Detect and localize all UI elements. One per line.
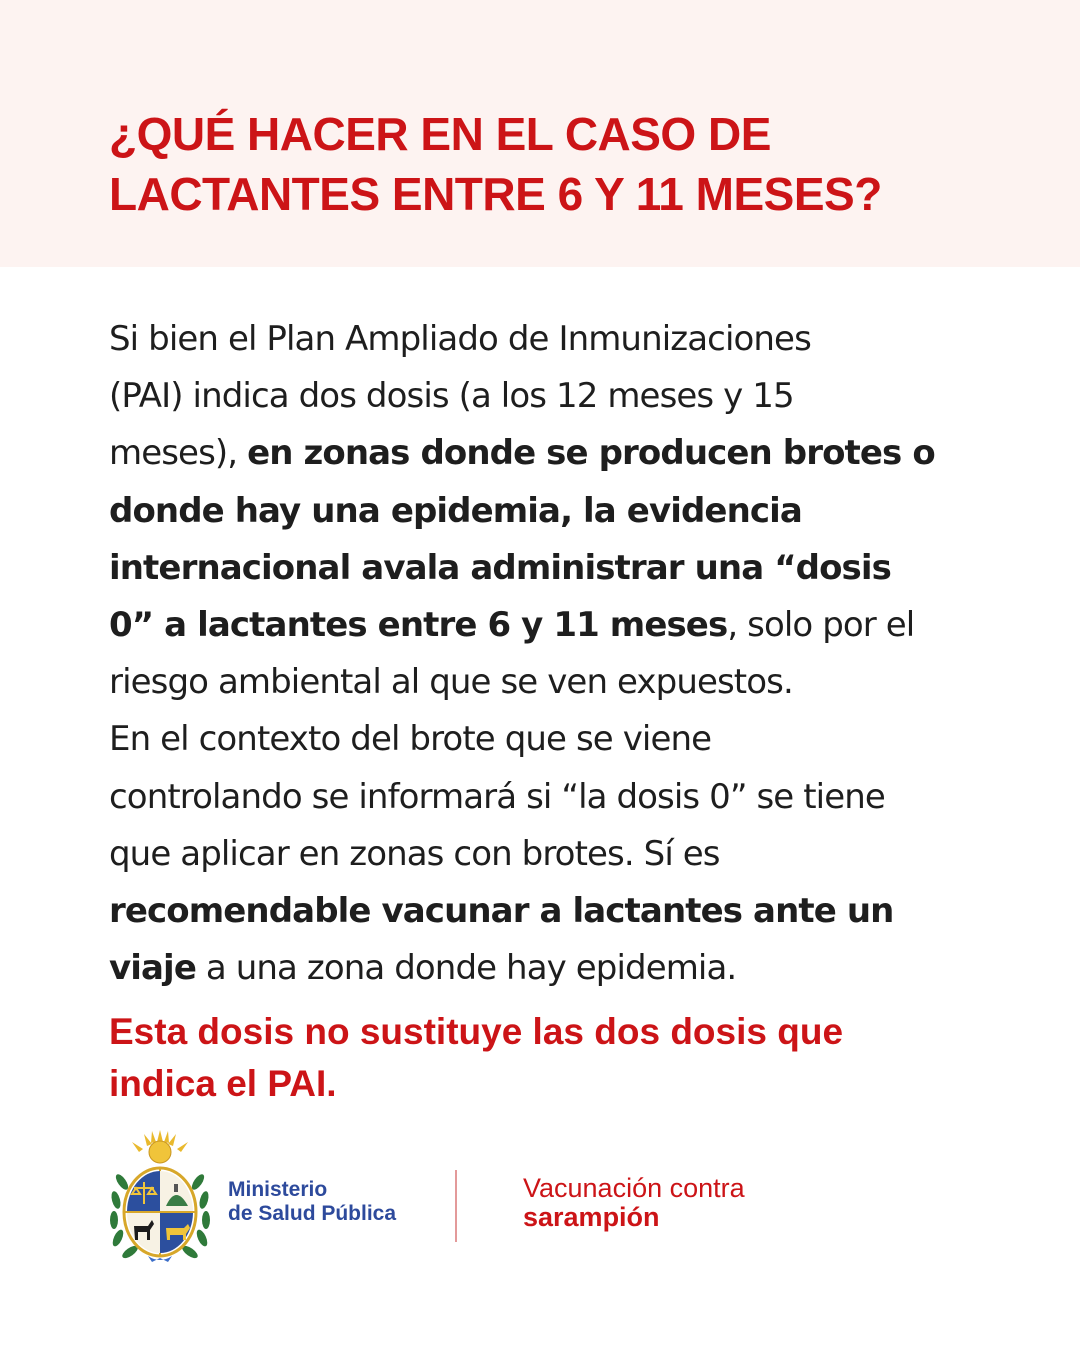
- campaign-line-2: sarampión: [523, 1202, 660, 1232]
- body-line-12: [109, 940, 999, 997]
- body-line-7: riesgo ambiental al que se ven expuestos.: [109, 662, 793, 703]
- body-line-12-bold: viaje: [109, 948, 196, 989]
- body-line-1: Si bien el Plan Ampliado de Inmunizaciones: [109, 319, 811, 359]
- ministry-line-1: Ministerio: [228, 1178, 328, 1201]
- body-line-6-bold: 0” a lactantes entre 6 y 11 meses: [109, 605, 728, 646]
- body-line-4-bold: donde hay una epidemia, la evidencia: [109, 490, 802, 531]
- body-line-4: [109, 483, 999, 540]
- uruguay-coat-of-arms-icon: [108, 1130, 212, 1264]
- page-title: [109, 104, 1009, 224]
- body-line-3-normal: meses),: [109, 433, 248, 474]
- warning-note: [109, 1006, 1009, 1110]
- footer-divider: [455, 1170, 457, 1242]
- warning-line-1: Esta dosis no sustituye las dos dosis que: [109, 1011, 844, 1052]
- body-line-9: controlando se informará si “la dosis 0” se tiene: [109, 776, 885, 817]
- body-line-11-bold: recomendable vacunar a lactantes ante un: [109, 891, 894, 932]
- body-line-5: [109, 540, 999, 597]
- body-line-5-bold: internacional avala administrar una “dosis: [109, 547, 891, 588]
- title-line-2: LACTANTES ENTRE 6 Y 11 MESES?: [109, 168, 882, 220]
- body-line-8: En el contexto del brote que se viene: [109, 719, 712, 760]
- warning-line-2: indica el PAI.: [109, 1063, 337, 1104]
- body-line-10: que aplicar en zonas con brotes. Sí es: [109, 833, 720, 874]
- campaign-line-1: Vacunación contra: [523, 1173, 745, 1203]
- footer: [0, 1120, 1080, 1280]
- campaign-label: [523, 1174, 745, 1232]
- ministry-name: [228, 1178, 396, 1226]
- body-line-6: [109, 597, 999, 654]
- body-line-2: (PAI) indica dos dosis (a los 12 meses y 15: [109, 376, 794, 417]
- body-line-6-normal: , solo por el: [727, 605, 915, 646]
- body-line-3-bold: en zonas donde se producen brotes o: [247, 433, 935, 474]
- body-line-11: [109, 883, 999, 940]
- body-paragraph: [109, 311, 999, 997]
- ministry-line-2: de Salud Pública: [228, 1202, 397, 1225]
- body-line-12-normal: a una zona donde hay epidemia.: [195, 948, 737, 989]
- body-line-3: [109, 425, 999, 482]
- title-line-1: ¿QUÉ HACER EN EL CASO DE: [109, 108, 771, 160]
